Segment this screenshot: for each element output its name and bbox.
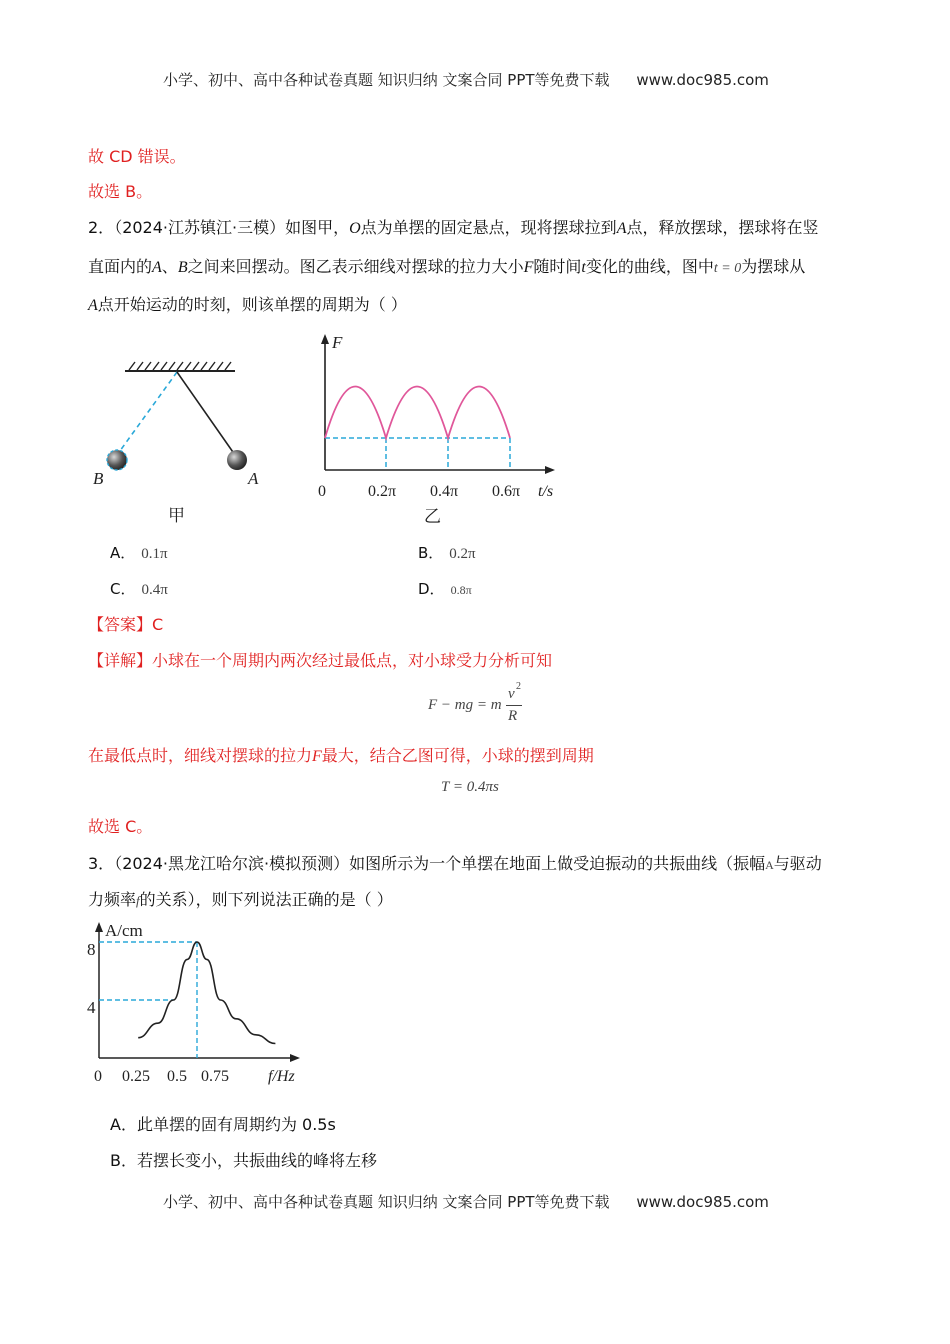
q2-option-b[interactable]: [418, 542, 476, 563]
q2-conclusion: 故选 C。: [88, 817, 153, 836]
string-to-A: [177, 372, 235, 455]
header-site[interactable]: www.doc985.com: [636, 71, 769, 89]
q2-text: 直面内的: [88, 257, 153, 276]
option-key: D．: [418, 580, 445, 598]
xlabel-t: t/s: [538, 483, 554, 500]
analysis-text: 最大，结合乙图可得，小球的摆到周期: [321, 746, 594, 765]
q2-text: 如图甲，: [285, 218, 350, 237]
q2-text: 之间来回摆动。图乙表示细线对摆球的拉力大小: [187, 257, 524, 276]
q3-text: 力频率: [88, 890, 137, 909]
option-key: A．: [110, 544, 136, 562]
resonance-curve: [138, 942, 275, 1044]
chart-xtick-05: 0.5: [167, 1068, 187, 1085]
q2-var-t: t: [581, 259, 586, 276]
figure-pendulum: [85, 355, 285, 530]
header-text: 小学、初中、高中各种试卷真题 知识归纳 文案合同 PPT等免费下载: [163, 71, 610, 89]
q2-option-d[interactable]: [418, 578, 472, 599]
tick-04pi: 0.4π: [430, 483, 459, 500]
prev-line-1: 故 CD 错误。: [88, 147, 186, 166]
option-key: A．: [110, 1115, 137, 1134]
equation-force: [428, 681, 548, 728]
q3-line-1: [88, 854, 822, 875]
q3-source: （2024·黑龙江哈尔滨·模拟预测）: [114, 854, 350, 873]
q2-text: 点，释放摆球，摆球将在竖: [626, 218, 819, 237]
q3-text: 与驱动: [773, 854, 822, 873]
eq1-numerator: v: [508, 686, 515, 702]
q2-option-c[interactable]: [110, 578, 168, 599]
q2-detail: [88, 651, 552, 671]
resonance-chart: [80, 918, 320, 1090]
option-key: C．: [110, 580, 136, 598]
footer-site[interactable]: www.doc985.com: [636, 1193, 769, 1211]
q3-var-f: f: [136, 893, 140, 908]
figure-force-time: [300, 330, 570, 530]
option-key: B．: [418, 544, 444, 562]
ceiling-hatch: [129, 362, 231, 370]
q2-line-2: [88, 257, 805, 279]
page-header: [163, 69, 769, 90]
analysis-var-F: F: [312, 748, 322, 765]
q2-option-a[interactable]: [110, 542, 168, 563]
ball-A: [227, 450, 247, 470]
q2-text: 点开始运动的时刻，则该单摆的周期为（ ）: [97, 295, 407, 314]
eq1-superscript: 2: [516, 681, 521, 692]
q3-text: 如图所示为一个单摆在地面上做受迫振动的共振曲线（振幅: [349, 854, 766, 873]
tick-02pi: 0.2π: [368, 483, 397, 500]
option-value: 此单摆的固有周期约为 0.5s: [136, 1115, 336, 1134]
eq1-denominator: R: [508, 708, 518, 724]
chart-ylabel: A/cm: [105, 921, 143, 940]
option-value: 0.2π: [449, 546, 476, 562]
analysis-text: 在最低点时，细线对摆球的拉力: [88, 746, 313, 765]
detail-text: 小球在一个周期内两次经过最低点，对小球受力分析可知: [152, 651, 553, 670]
chart-y-arrow: [95, 922, 103, 932]
q2-var-O: O: [349, 220, 361, 237]
chart-xtick-025: 0.25: [122, 1068, 150, 1085]
q3-number: 3．: [88, 854, 115, 873]
q3-option-a[interactable]: [110, 1115, 336, 1135]
string-to-B: [117, 372, 177, 455]
q3-line-2: [88, 890, 393, 911]
ylabel-F: F: [332, 333, 343, 352]
option-value: 0.4π: [141, 582, 168, 598]
y-axis-arrow: [321, 334, 329, 344]
chart-xtick-0: 0: [94, 1068, 102, 1085]
q2-line-3: [88, 295, 407, 316]
q2-var-A: A: [616, 220, 627, 237]
prev-line-2: 故选 B。: [88, 182, 153, 201]
detail-tag: 【详解】: [88, 651, 153, 670]
q2-var-F: F: [523, 259, 534, 276]
chart-xlabel: f/Hz: [268, 1068, 295, 1085]
fraction-bar: [506, 705, 522, 706]
force-curve: [325, 387, 510, 439]
tick-06pi: 0.6π: [492, 483, 521, 500]
option-value: 0.8π: [450, 583, 472, 597]
q2-analysis-line: [88, 746, 594, 767]
q3-var-A: A: [765, 858, 774, 872]
page-footer: [163, 1191, 769, 1212]
q2-answer: 【答案】C: [88, 615, 164, 634]
option-key: B．: [110, 1151, 137, 1170]
q2-var-A: A: [152, 259, 162, 276]
q2-text: 为摆球从: [741, 257, 806, 276]
q2-text: 变化的曲线，图中: [585, 257, 714, 276]
q2-line-1: [88, 218, 818, 239]
label-A: A: [248, 469, 259, 488]
chart-xtick-075: 0.75: [201, 1068, 229, 1085]
label-B: B: [93, 469, 104, 488]
q2-var-A: A: [88, 297, 98, 314]
q2-t-equals-0: t = 0: [713, 261, 742, 276]
footer-text: 小学、初中、高中各种试卷真题 知识归纳 文案合同 PPT等免费下载: [163, 1193, 610, 1211]
q2-number: 2．: [88, 218, 115, 237]
q2-var-B: B: [177, 259, 188, 276]
q2-text: 随时间: [533, 257, 582, 276]
option-value: 若摆长变小，共振曲线的峰将左移: [136, 1151, 377, 1170]
equation-period: T = 0.4πs: [441, 779, 499, 795]
chart-ytick-4: 4: [87, 998, 96, 1017]
q2-text: 点为单摆的固定悬点，现将摆球拉到: [360, 218, 617, 237]
chart-x-arrow: [290, 1054, 300, 1062]
x-axis-arrow: [545, 466, 555, 474]
ball-B: [107, 450, 127, 470]
q3-text: 的关系），则下列说法正确的是（ ）: [139, 890, 393, 909]
eq1-lhs: F − mg = m: [428, 697, 502, 713]
tick-0: 0: [318, 483, 326, 500]
q3-option-b[interactable]: [110, 1151, 377, 1171]
q2-source: （2024·江苏镇江·三模）: [114, 218, 286, 237]
option-value: 0.1π: [141, 546, 168, 562]
caption-jia: 甲: [168, 506, 185, 526]
q2-text: 、: [161, 257, 178, 276]
chart-ytick-8: 8: [87, 940, 96, 959]
caption-yi: 乙: [424, 507, 441, 527]
